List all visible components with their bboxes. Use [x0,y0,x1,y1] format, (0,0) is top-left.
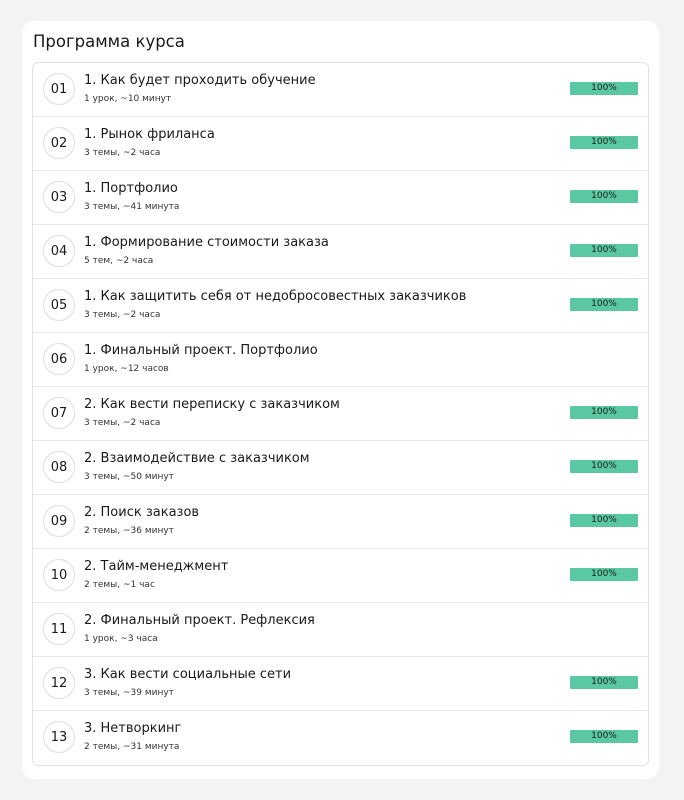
progress-label: 100% [591,83,617,93]
lesson-number-badge: 03 [43,181,75,213]
lesson-title[interactable]: 1. Рынок фриланса [84,127,215,142]
progress-label: 100% [591,137,617,147]
lesson-meta: 5 тем, ~2 часа [84,256,154,266]
progress-bar [570,190,638,203]
lesson-number-badge: 07 [43,397,75,429]
lesson-meta: 3 темы, ~41 минута [84,202,180,212]
course-program-card [22,21,659,779]
lesson-title[interactable]: 2. Взаимодействие с заказчиком [84,451,310,466]
progress-bar [570,406,638,419]
progress-bar [570,82,638,95]
progress-bar [570,460,638,473]
progress-label: 100% [591,731,617,741]
lesson-row[interactable] [33,117,648,171]
lesson-row[interactable] [33,549,648,603]
progress-bar [570,244,638,257]
lesson-number-badge: 01 [43,73,75,105]
lesson-row[interactable] [33,495,648,549]
progress-label: 100% [591,245,617,255]
lesson-meta: 3 темы, ~2 часа [84,310,161,320]
lesson-number-badge: 05 [43,289,75,321]
progress-label: 100% [591,407,617,417]
lesson-meta: 2 темы, ~36 минут [84,526,174,536]
lesson-row[interactable] [33,387,648,441]
progress-label: 100% [591,191,617,201]
lesson-title[interactable]: 2. Финальный проект. Рефлексия [84,613,315,628]
lesson-title[interactable]: 3. Нетворкинг [84,721,182,736]
lesson-meta: 1 урок, ~3 часа [84,634,158,644]
progress-bar [570,676,638,689]
progress-bar [570,298,638,311]
lesson-row[interactable] [33,711,648,765]
lesson-meta: 3 темы, ~2 часа [84,418,161,428]
lesson-title[interactable]: 2. Поиск заказов [84,505,200,520]
progress-label: 100% [591,677,617,687]
lesson-number-badge: 06 [43,343,75,375]
lesson-number-badge: 11 [43,613,75,645]
lesson-title[interactable]: 1. Финальный проект. Портфолио [84,343,318,358]
lesson-row[interactable] [33,657,648,711]
progress-bar [570,568,638,581]
lesson-title[interactable]: 1. Формирование стоимости заказа [84,235,329,250]
lesson-row[interactable] [33,333,648,387]
lesson-title[interactable]: 1. Как будет проходить обучение [84,73,316,88]
lesson-row[interactable] [33,225,648,279]
lesson-meta: 1 урок, ~10 минут [84,94,172,104]
card-title: Программа курса [33,32,185,51]
lesson-meta: 3 темы, ~50 минут [84,472,174,482]
progress-bar [570,136,638,149]
lesson-row[interactable] [33,441,648,495]
lesson-number-badge: 12 [43,667,75,699]
progress-bar [570,730,638,743]
lesson-title[interactable]: 2. Как вести переписку с заказчиком [84,397,340,412]
lesson-meta: 3 темы, ~39 минут [84,688,174,698]
progress-bar [570,514,638,527]
lesson-number-badge: 09 [43,505,75,537]
lesson-row[interactable] [33,63,648,117]
lesson-number-badge: 13 [43,721,75,753]
lesson-meta: 3 темы, ~2 часа [84,148,161,158]
lesson-title[interactable]: 1. Портфолио [84,181,178,196]
lesson-number-badge: 10 [43,559,75,591]
lesson-title[interactable]: 1. Как защитить себя от недобросовестных заказчиков [84,289,467,304]
lesson-row[interactable] [33,279,648,333]
lesson-list [32,62,649,766]
progress-label: 100% [591,515,617,525]
lesson-title[interactable]: 2. Тайм-менеджмент [84,559,229,574]
lesson-meta: 2 темы, ~31 минута [84,742,180,752]
lesson-number-badge: 04 [43,235,75,267]
lesson-title[interactable]: 3. Как вести социальные сети [84,667,292,682]
progress-label: 100% [591,299,617,309]
progress-label: 100% [591,461,617,471]
lesson-number-badge: 02 [43,127,75,159]
lesson-meta: 2 темы, ~1 час [84,580,155,590]
lesson-meta: 1 урок, ~12 часов [84,364,169,374]
lesson-number-badge: 08 [43,451,75,483]
lesson-row[interactable] [33,171,648,225]
progress-label: 100% [591,569,617,579]
lesson-row[interactable] [33,603,648,657]
